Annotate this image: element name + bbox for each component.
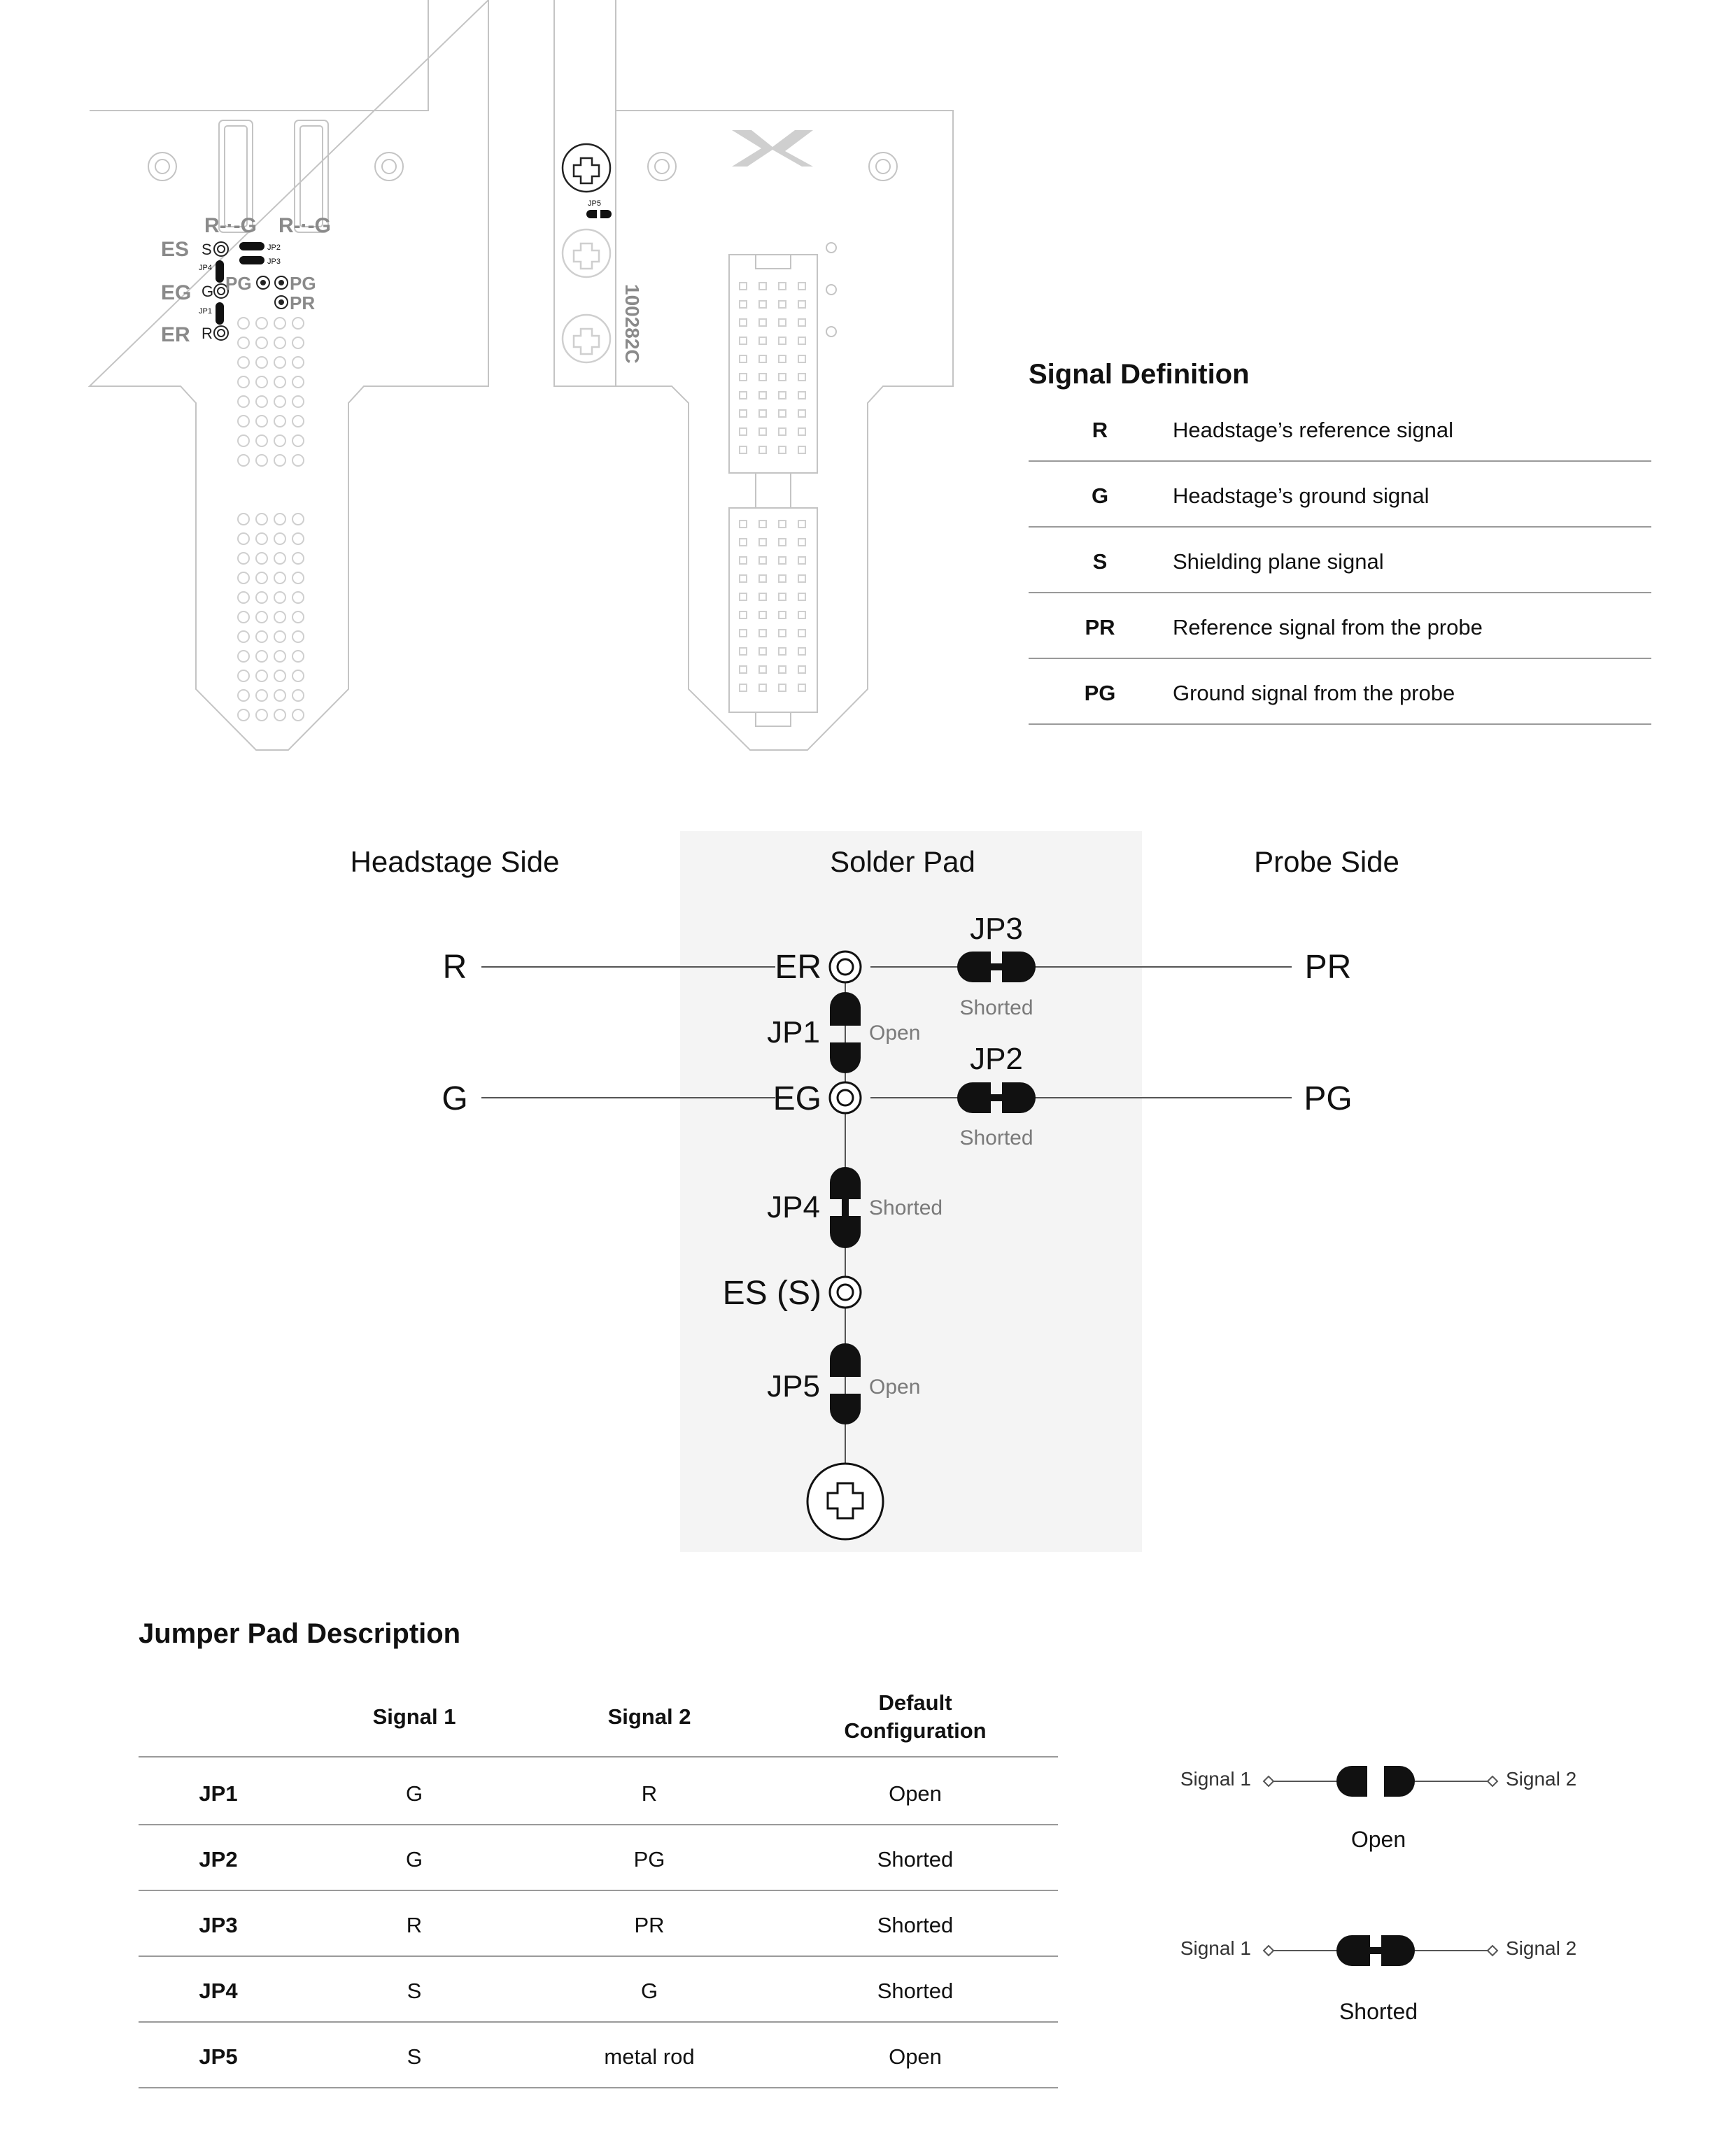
signal-key: S: [1092, 549, 1108, 574]
connector-pin: [740, 648, 747, 655]
connector-pin: [779, 648, 786, 655]
jp3-label: JP3: [970, 912, 1023, 946]
pcb-via: [238, 533, 249, 544]
pcb-via: [238, 553, 249, 564]
solder-pad-panel: [680, 831, 1142, 1552]
default-config-cell: Shorted: [877, 1847, 954, 1872]
signal-2-cell: metal rod: [604, 2044, 695, 2069]
jumper-table-row: [139, 1781, 1058, 1825]
legend-open-signal-1: Signal 1: [1180, 1768, 1251, 1790]
pcb-via: [292, 631, 304, 642]
connector-pin: [740, 557, 747, 564]
mount-hole-right-2: [869, 153, 897, 181]
connector-pin: [779, 374, 786, 381]
connector-pin: [779, 428, 786, 435]
legend-open: [1180, 1766, 1576, 1852]
signal-2-cell: PR: [634, 1913, 665, 1937]
connector-pin: [798, 575, 805, 582]
connector-pin: [740, 283, 747, 290]
jumper-id-cell: JP1: [199, 1781, 238, 1806]
signal-1-cell: S: [407, 2044, 422, 2069]
jp5-label: JP5: [767, 1369, 820, 1403]
connector-pin: [759, 611, 766, 618]
pcb-via: [292, 611, 304, 623]
signal-1-cell: S: [407, 1979, 422, 2003]
silk-g: G: [202, 283, 214, 300]
jumper-table-row: [139, 1847, 1058, 1890]
connector-pin: [759, 630, 766, 637]
mount-hole-left-2: [375, 153, 403, 181]
connector-pin: [798, 648, 805, 655]
connector-pin: [759, 666, 766, 673]
pcb-via: [238, 572, 249, 584]
col-header-signal-1: Signal 1: [372, 1704, 456, 1729]
col-header-signal-2: Signal 2: [607, 1704, 691, 1729]
pcb-via: [274, 376, 285, 388]
connector-pin: [779, 575, 786, 582]
connector-pin: [798, 593, 805, 600]
pcb-via: [256, 396, 267, 407]
silk-pg: PG: [225, 273, 252, 294]
pcb-via: [292, 435, 304, 446]
connector-pin: [779, 337, 786, 344]
connector-pin: [740, 630, 747, 637]
pcb-via: [274, 318, 285, 329]
pcb-via: [238, 709, 249, 721]
signal-1-cell: G: [405, 1781, 423, 1806]
jumper-pad-table: [139, 1618, 1058, 2088]
jp1-state: Open: [869, 1021, 921, 1045]
pcb-via: [238, 357, 249, 368]
connector-pin: [759, 301, 766, 308]
connector-pin: [798, 337, 805, 344]
jumper-id-cell: JP4: [199, 1979, 238, 2003]
silk-rg-right: R-·-G: [278, 214, 331, 237]
pcb-via: [292, 416, 304, 427]
pcb-via: [238, 690, 249, 701]
connector-pin: [798, 611, 805, 618]
signal-description: Ground signal from the probe: [1173, 681, 1455, 705]
pad-label-eg: EG: [772, 1080, 821, 1117]
connector-pin: [779, 539, 786, 546]
connector-pin: [740, 337, 747, 344]
connector-pin: [759, 428, 766, 435]
pcb-via: [238, 670, 249, 681]
header-solder-pad: Solder Pad: [830, 845, 975, 878]
pcb-via: [256, 709, 267, 721]
connector-pin: [759, 539, 766, 546]
jumper-schematic: [351, 831, 1399, 1552]
connector-pin: [759, 557, 766, 564]
signal-definition-row: [1029, 549, 1651, 593]
pcb-via: [274, 533, 285, 544]
connector-pin: [759, 575, 766, 582]
connector-pin: [798, 283, 805, 290]
pcb-via: [274, 572, 285, 584]
legend-open-signal-2: Signal 2: [1506, 1768, 1577, 1790]
legend-open-state: Open: [1350, 1827, 1406, 1852]
connector-pin: [740, 611, 747, 618]
legend-shorted: [1180, 1935, 1576, 2024]
signal-definition-row: [1029, 418, 1651, 461]
connector-pin: [759, 283, 766, 290]
pcb-via: [292, 514, 304, 525]
label-pg: PG: [1304, 1080, 1353, 1117]
connector-pin: [798, 539, 805, 546]
pcb-via: [274, 455, 285, 466]
signal-description: Shielding plane signal: [1173, 549, 1384, 574]
pcb-via: [274, 709, 285, 721]
pcb-via: [256, 553, 267, 564]
pcb-via: [274, 651, 285, 662]
pcb-via: [292, 357, 304, 368]
pcb-via: [256, 376, 267, 388]
connector-pin: [798, 319, 805, 326]
connector-pin: [759, 392, 766, 399]
silk-pg-2: PG: [290, 273, 316, 294]
pcb-via: [274, 611, 285, 623]
signal-definition-row: [1029, 681, 1651, 724]
pcb-right-board: [554, 0, 953, 750]
connector-pin: [759, 593, 766, 600]
connector-pin: [779, 611, 786, 618]
signal-key: R: [1092, 418, 1108, 442]
silk-er: ER: [161, 323, 190, 346]
pcb-jp2-pad: [239, 242, 264, 250]
connector-pin: [740, 301, 747, 308]
connector-pin: [740, 392, 747, 399]
pcb-via: [238, 514, 249, 525]
legend-shorted-state: Shorted: [1339, 1999, 1418, 2024]
connector-pin: [798, 557, 805, 564]
connector-right-a: [729, 255, 817, 473]
connector-pin: [798, 666, 805, 673]
connector-pin: [759, 648, 766, 655]
pcb-via: [292, 533, 304, 544]
pcb-via: [292, 690, 304, 701]
jumper-table-row: [139, 1979, 1058, 2022]
jp2-state: Shorted: [959, 1126, 1033, 1150]
pcb-via: [292, 670, 304, 681]
pcb-via: [256, 318, 267, 329]
pcb-via: [292, 455, 304, 466]
jp4-state: Shorted: [869, 1196, 943, 1219]
pcb-via: [256, 533, 267, 544]
pcb-via: [292, 709, 304, 721]
col-header-default-line1: Default: [878, 1690, 952, 1715]
connector-pin: [779, 666, 786, 673]
pcb-jp4-pad: [216, 260, 224, 283]
jumper-id-cell: JP5: [199, 2044, 238, 2069]
screw-icon-middle: [563, 229, 610, 277]
jp5-state: Open: [869, 1375, 921, 1399]
metal-rod-screw-icon: [807, 1464, 883, 1539]
silk-r: R: [202, 325, 213, 342]
pad-es: [830, 1277, 861, 1308]
connector-pin: [740, 521, 747, 528]
connector-pin: [779, 355, 786, 362]
connector-pin: [798, 521, 805, 528]
mount-hole-right-1: [648, 153, 676, 181]
pcb-left-via-grid: [238, 318, 304, 721]
pcb-via: [274, 690, 285, 701]
pcb-left-board: [90, 0, 488, 750]
jumper-table-row: [139, 2044, 1058, 2088]
default-config-cell: Open: [889, 2044, 942, 2069]
jp2-label: JP2: [970, 1042, 1023, 1076]
connector-pin: [740, 666, 747, 673]
connector-pin: [779, 283, 786, 290]
pcb-via: [238, 651, 249, 662]
pcb-via: [256, 631, 267, 642]
pcb-via: [256, 690, 267, 701]
silk-jp3: JP3: [267, 257, 281, 266]
connector-pin: [779, 392, 786, 399]
silk-pr: PR: [290, 292, 316, 313]
pcb-via: [238, 592, 249, 603]
connector-pin: [740, 539, 747, 546]
connector-pin: [798, 684, 805, 691]
pcb-via: [274, 357, 285, 368]
pcb-via: [256, 455, 267, 466]
part-number: 100282C: [621, 284, 643, 364]
pcb-via: [256, 435, 267, 446]
jumper-legend: [1180, 1766, 1576, 2024]
connector-pin: [779, 319, 786, 326]
mount-hole-left-1: [148, 153, 176, 181]
connector-pin: [759, 319, 766, 326]
pcb-via: [256, 337, 267, 348]
jp4-label: JP4: [767, 1190, 820, 1224]
signal-2-cell: R: [641, 1781, 658, 1806]
pcb-via: [238, 435, 249, 446]
connector-pin: [779, 446, 786, 453]
pcb-via: [274, 337, 285, 348]
col-header-default-line2: Configuration: [844, 1718, 987, 1743]
connector-pin: [759, 446, 766, 453]
pcb-via: [292, 337, 304, 348]
connector-pin: [798, 428, 805, 435]
connector-pin: [740, 684, 747, 691]
header-headstage-side: Headstage Side: [350, 845, 560, 878]
signal-key: PR: [1085, 615, 1115, 639]
connector-pin: [759, 374, 766, 381]
signal-definition-row: [1029, 615, 1651, 658]
pcb-via: [238, 318, 249, 329]
pcb-via: [274, 592, 285, 603]
connector-pin: [779, 521, 786, 528]
connector-pin: [798, 301, 805, 308]
connector-pin: [759, 410, 766, 417]
pcb-via: [292, 396, 304, 407]
connector-pin: [779, 593, 786, 600]
connector-pin: [740, 319, 747, 326]
pad-label-er: ER: [775, 949, 821, 986]
pcb-via: [292, 572, 304, 584]
connector-pin: [779, 301, 786, 308]
silk-rg-left: R-·-G: [204, 214, 257, 237]
pad-eg: [830, 1082, 861, 1113]
connector-pin: [759, 355, 766, 362]
pcb-via: [238, 416, 249, 427]
connector-pin: [740, 575, 747, 582]
screw-icon-bottom: [563, 315, 610, 362]
pcb-via: [274, 631, 285, 642]
silk-jp4: JP4: [199, 264, 212, 272]
pcb-via: [274, 553, 285, 564]
silk-jp2: JP2: [267, 243, 281, 252]
connector-pin: [740, 355, 747, 362]
signal-description: Headstage’s reference signal: [1173, 418, 1453, 442]
signal-definition-title: Signal Definition: [1029, 359, 1250, 390]
header-probe-side: Probe Side: [1254, 845, 1399, 878]
jumper-table-row: [139, 1913, 1058, 1956]
jp1-label: JP1: [767, 1015, 820, 1049]
connector-pin: [759, 521, 766, 528]
jumper-id-cell: JP2: [199, 1847, 238, 1872]
default-config-cell: Shorted: [877, 1913, 954, 1937]
pad-label-es: ES (S): [722, 1275, 821, 1312]
connector-pin: [798, 392, 805, 399]
signal-key: G: [1091, 483, 1109, 508]
pcb-via: [238, 396, 249, 407]
pcb-via: [238, 455, 249, 466]
connector-pin: [740, 446, 747, 453]
signal-1-cell: R: [406, 1913, 423, 1937]
pcb-via: [256, 592, 267, 603]
silk-es: ES: [161, 238, 190, 261]
connector-pin: [740, 410, 747, 417]
silk-s: S: [202, 241, 212, 258]
pcb-via: [256, 651, 267, 662]
connector-pin: [779, 684, 786, 691]
pad-er: [830, 952, 861, 982]
signal-2-cell: PG: [633, 1847, 665, 1872]
signal-description: Headstage’s ground signal: [1173, 483, 1430, 508]
pcb-via: [256, 416, 267, 427]
signal-definition-table: [1029, 359, 1651, 724]
signal-definition-row: [1029, 483, 1651, 527]
signal-description: Reference signal from the probe: [1173, 615, 1483, 639]
legend-shorted-signal-2: Signal 2: [1506, 1937, 1577, 1959]
pcb-via: [256, 357, 267, 368]
connector-pin: [798, 630, 805, 637]
pcb-via: [238, 611, 249, 623]
signal-1-cell: G: [405, 1847, 423, 1872]
connector-pin: [759, 684, 766, 691]
connector-pin: [798, 446, 805, 453]
pcb-via: [274, 435, 285, 446]
silk-jp5: JP5: [588, 199, 601, 208]
connector-pin: [779, 557, 786, 564]
pcb-via: [292, 318, 304, 329]
connector-pin: [740, 374, 747, 381]
label-g: G: [442, 1080, 468, 1117]
signal-key: PG: [1084, 681, 1116, 705]
pcb-via: [256, 670, 267, 681]
connector-pin: [779, 630, 786, 637]
connector-pin: [759, 337, 766, 344]
pcb-via: [274, 670, 285, 681]
pcb-via: [292, 376, 304, 388]
connector-pin: [798, 355, 805, 362]
connector-pin: [740, 428, 747, 435]
connector-pin: [798, 374, 805, 381]
brand-logo: [732, 130, 813, 167]
pcb-via: [292, 553, 304, 564]
default-config-cell: Shorted: [877, 1979, 954, 2003]
silk-jp1: JP1: [199, 307, 212, 316]
default-config-cell: Open: [889, 1781, 942, 1806]
pcb-via: [274, 396, 285, 407]
pcb-via: [238, 376, 249, 388]
legend-shorted-signal-1: Signal 1: [1180, 1937, 1251, 1959]
pcb-via: [256, 514, 267, 525]
pcb-via: [292, 651, 304, 662]
pcb-jp1-pad: [216, 302, 224, 325]
label-pr: PR: [1304, 949, 1352, 986]
signal-2-cell: G: [640, 1979, 658, 2003]
silk-eg: EG: [161, 281, 192, 304]
jumper-table-title: Jumper Pad Description: [139, 1618, 461, 1649]
screw-icon-top: [563, 144, 610, 192]
pcb-via: [292, 592, 304, 603]
connector-pin: [798, 410, 805, 417]
label-r: R: [442, 949, 467, 986]
connector-pin: [779, 410, 786, 417]
pcb-via: [238, 631, 249, 642]
jp3-state: Shorted: [959, 996, 1033, 1019]
pcb-via: [238, 337, 249, 348]
pcb-via: [256, 572, 267, 584]
pcb-via: [256, 611, 267, 623]
jumper-id-cell: JP3: [199, 1913, 238, 1937]
pcb-jp3-pad: [239, 256, 264, 264]
pcb-right-pin-grid: [740, 283, 805, 691]
pcb-jp5-pad: [586, 208, 612, 220]
pcb-via: [274, 416, 285, 427]
connector-pin: [740, 593, 747, 600]
pcb-via: [274, 514, 285, 525]
